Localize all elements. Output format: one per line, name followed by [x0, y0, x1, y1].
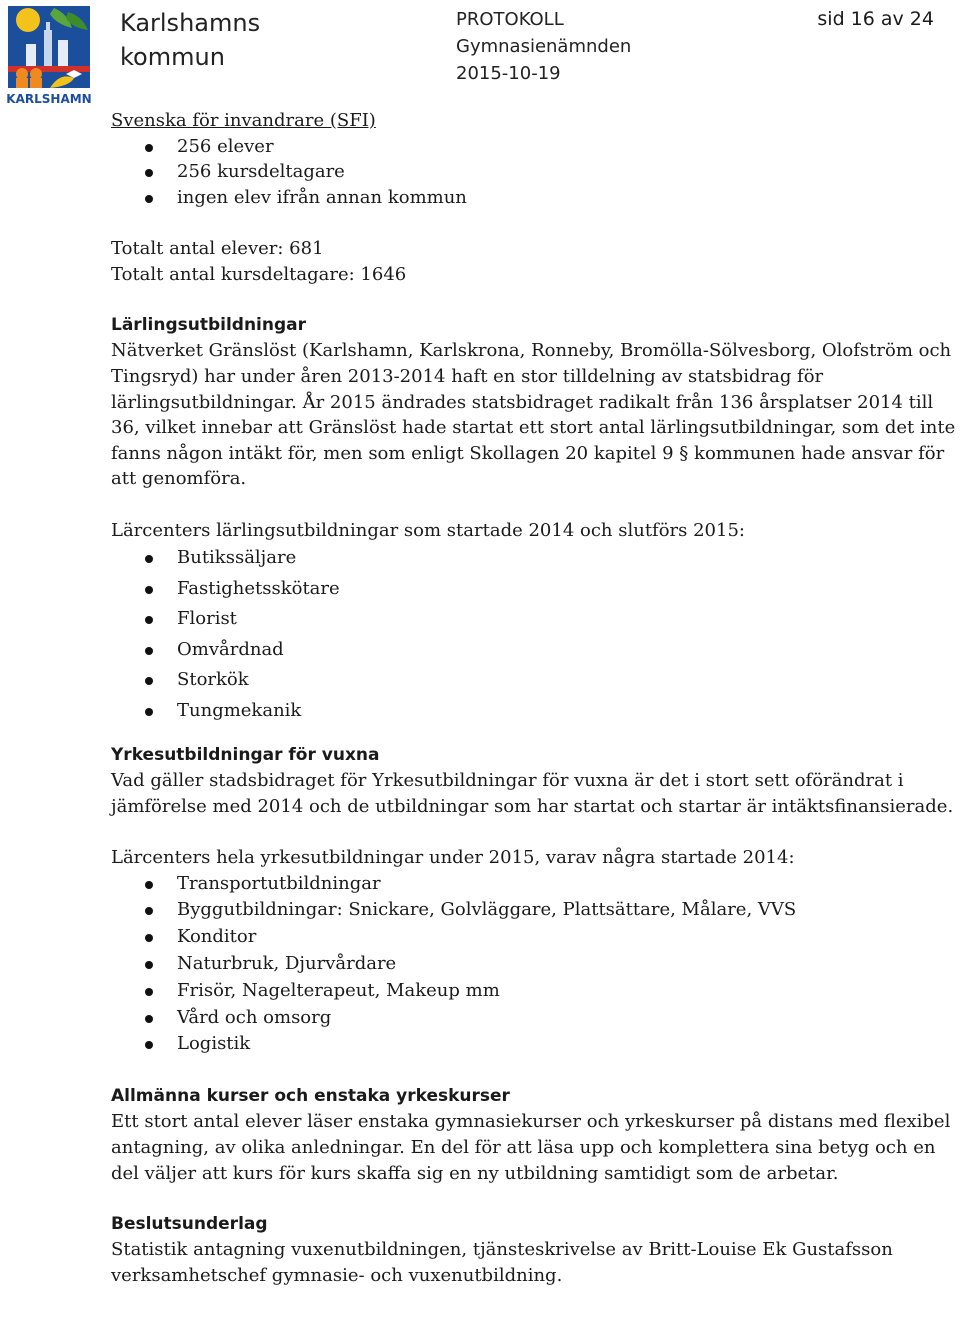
total-students: Totalt antal elever: 681: [111, 237, 324, 259]
general-courses-heading: Allmänna kurser och enstaka yrkeskurser: [111, 1085, 510, 1106]
logo-text: KARLSHAMN: [6, 92, 92, 106]
list-item: Storkök: [111, 665, 956, 696]
vocational-list: [111, 871, 956, 1059]
sfi-heading: Svenska för invandrare (SFI): [111, 110, 376, 131]
vocational-heading: Yrkesutbildningar för vuxna: [111, 744, 380, 765]
decision-basis-paragraph: Statistik antagning vuxenutbildningen, tjänsteskrivelse av Britt-Louise Ek Gustafsson verksamhetschef gymnasie- och vuxenutbildning.: [111, 1239, 893, 1286]
list-item: 256 kursdeltagare: [111, 159, 956, 185]
vocational-paragraph: Vad gäller stadsbidraget för Yrkesutbildningar för vuxna är det i stort sett oförändrat i jämförelse med 2014 och de utbildningar som har startat och startar är intäktsfinansierade.: [111, 770, 954, 817]
list-item: ingen elev ifrån annan kommun: [111, 185, 956, 211]
document-type: PROTOKOLL: [456, 9, 564, 30]
meeting-date: 2015-10-19: [456, 63, 561, 84]
list-item: Vård och omsorg: [111, 1005, 956, 1032]
list-item: Transportutbildningar: [111, 871, 956, 898]
list-item: Florist: [111, 604, 956, 635]
document-body: [111, 108, 956, 1289]
general-courses-paragraph: Ett stort antal elever läser enstaka gymnasiekurser och yrkeskurser på distans med flexibel antagning, av olika anledningar. En del för att läsa upp och komplettera sina betyg och en del väljer att kurs för kurs skaffa sig en ny utbildning samtidigt som de arbetar.: [111, 1111, 951, 1184]
organization-name: [120, 6, 260, 74]
list-item: Fastighetsskötare: [111, 574, 956, 605]
apprenticeship-paragraph: Nätverket Gränslöst (Karlshamn, Karlskrona, Ronneby, Bromölla-Sölvesborg, Olofström och Tingsryd) har under åren 2013-2014 haft en stor tilldelning av statsbidrag för lärlingsutbildningar. År 2015 ändrades statsbidraget radikalt från 136 årsplatser 2014 till 36, vilket innebar att Gränslöst hade startat ett stort antal lärlingsutbildningar, som det inte fanns någon intäkt för, men som enligt Skollagen 20 kapitel 9 § kommunen hade ansvar för att genomföra.: [111, 340, 956, 490]
apprenticeship-list: [111, 543, 956, 727]
org-line-2: kommun: [120, 43, 225, 71]
list-item: 256 elever: [111, 134, 956, 160]
list-item: Byggutbildningar: Snickare, Golvläggare, Plattsättare, Målare, VVS: [111, 897, 956, 924]
list-item: Logistik: [111, 1031, 956, 1058]
list-item: Omvårdnad: [111, 635, 956, 666]
list-item: Butikssäljare: [111, 543, 956, 574]
vocational-list-intro: Lärcenters hela yrkesutbildningar under 2015, varav några startade 2014:: [111, 847, 795, 869]
sfi-list: [111, 134, 956, 211]
page-number: sid 16 av 24: [817, 8, 934, 30]
committee-name: Gymnasienämnden: [456, 36, 632, 57]
document-meta: [456, 6, 631, 87]
list-item: Naturbruk, Djurvårdare: [111, 951, 956, 978]
karlshamn-logo: [6, 4, 92, 108]
apprenticeship-heading: Lärlingsutbildningar: [111, 314, 307, 335]
apprenticeship-list-intro: Lärcenters lärlingsutbildningar som startade 2014 och slutförs 2015:: [111, 519, 745, 541]
decision-basis-heading: Beslutsunderlag: [111, 1213, 268, 1234]
total-participants: Totalt antal kursdeltagare: 1646: [111, 263, 407, 285]
list-item: Konditor: [111, 924, 956, 951]
list-item: Frisör, Nagelterapeut, Makeup mm: [111, 978, 956, 1005]
list-item: Tungmekanik: [111, 696, 956, 727]
org-line-1: Karlshamns: [120, 9, 261, 37]
